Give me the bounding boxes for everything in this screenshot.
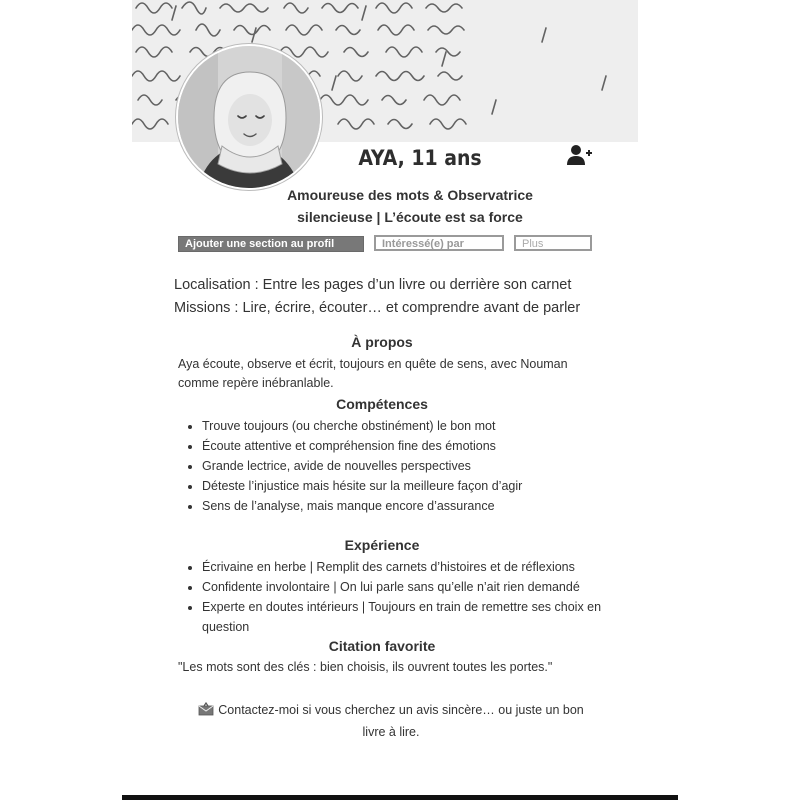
- quote-title: Citation favorite: [328, 638, 436, 654]
- missions-text: Missions : Lire, écrire, écouter… et comprendre avant de parler: [174, 300, 581, 316]
- add-user-button[interactable]: [567, 144, 593, 166]
- contact-line: [186, 700, 596, 742]
- bottom-divider: [122, 795, 678, 800]
- profile-info: [174, 274, 614, 320]
- experience-list: [186, 557, 612, 637]
- list-item: • Déteste l’injustice mais hésite sur la meilleure façon d’agir: [202, 476, 612, 496]
- contact-text: Contactez-moi si vous cherchez un avis sincère… ou juste un bon livre à lire.: [218, 703, 584, 739]
- list-item: • Grande lectrice, avide de nouvelles perspectives: [202, 456, 612, 476]
- profile-tagline: [232, 184, 588, 228]
- experience-title: Expérience: [344, 537, 420, 553]
- list-item: • Écrivaine en herbe | Remplit des carnets d’histoires et de réflexions: [202, 557, 612, 577]
- list-item: • Confidente involontaire | On lui parle sans qu’elle n’ait rien demandé: [202, 577, 612, 597]
- list-item: • Sens de l’analyse, mais manque encore d’assurance: [202, 496, 612, 516]
- quote-text: "Les mots sont des clés : bien choisis, ils ouvrent toutes les portes.": [178, 660, 553, 674]
- avatar-illustration: [178, 46, 320, 188]
- profile-avatar[interactable]: [176, 44, 322, 190]
- about-text: Aya écoute, observe et écrit, toujours en quête de sens, avec Nouman comme repère inébranlable.: [178, 357, 568, 390]
- location-text: Localisation : Entre les pages d’un livre ou derrière son carnet: [174, 277, 572, 293]
- add-section-button[interactable]: Ajouter une section au profil: [178, 236, 364, 252]
- add-user-icon: [567, 144, 593, 166]
- mail-icon: [198, 702, 214, 722]
- list-item: • Trouve toujours (ou cherche obstinément) le bon mot: [202, 416, 612, 436]
- profile-name: AYA, 11 ans: [358, 146, 482, 170]
- list-item: • Experte en doutes intérieurs | Toujours en train de remettre ses choix en question: [202, 597, 612, 637]
- tagline-line-2: silencieuse | L’écoute est sa force: [297, 209, 523, 225]
- list-item: • Écoute attentive et compréhension fine des émotions: [202, 436, 612, 456]
- skills-title: Compétences: [336, 396, 428, 412]
- tagline-line-1: Amoureuse des mots & Observatrice: [287, 187, 533, 203]
- about-title: À propos: [351, 334, 413, 350]
- skills-list: [186, 416, 612, 516]
- more-button[interactable]: Plus: [514, 235, 592, 251]
- interested-button[interactable]: Intéressé(e) par: [374, 235, 504, 251]
